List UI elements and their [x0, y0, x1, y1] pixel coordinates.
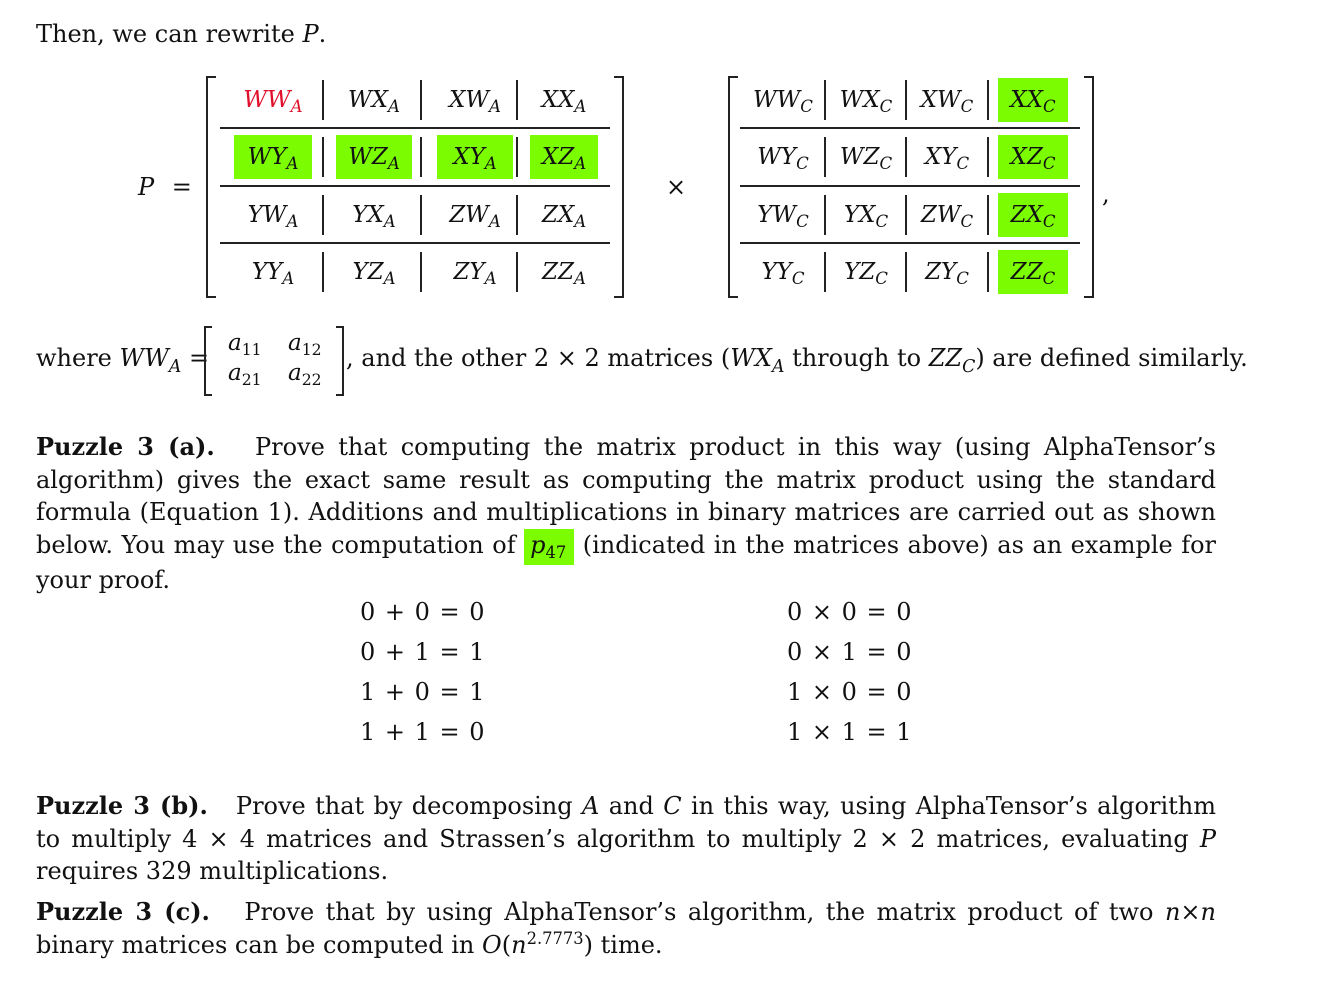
matrix-c-cell: $XW_C$ [920, 87, 974, 117]
matrix-a-bar [420, 80, 422, 120]
multiplication-row: 1 × 0 = 0 [787, 678, 913, 706]
matrix-c-bar [987, 80, 989, 120]
matrix-c-cell: $ZX_C$ [998, 193, 1068, 237]
matrix-a-rule-3 [220, 242, 610, 244]
puzzle-b-var-c: C [663, 792, 682, 820]
matrix-a-cell: $WX_A$ [348, 87, 400, 117]
puzzle-c-n2: n [1200, 898, 1216, 926]
where-to: ZZ [928, 344, 963, 372]
matrix-a-bar [516, 137, 518, 177]
puzzle-c-n1: n [1164, 898, 1181, 926]
matrix-c-bar [824, 80, 826, 120]
matrix-c-cell: $WW_C$ [753, 87, 813, 117]
matrix-a-bar [420, 195, 422, 235]
where-comma: , [346, 344, 354, 372]
matrix-c-rule-1 [740, 127, 1080, 129]
matrix-a-cell: $YZ_A$ [352, 259, 396, 289]
matrix-a-cell: $XY_A$ [437, 135, 513, 179]
matrix-c-cell: $YZ_C$ [844, 259, 888, 289]
puzzle-b-text-3: in this way, using AlphaTensor’s algorithm to multiply 4 × 4 matrices and Strassen’s algorithm to multiply 2 × 2 matrices, evaluating [36, 792, 1216, 853]
matrix-a-cell: $ZW_A$ [449, 202, 501, 232]
matrix-c-bar [987, 195, 989, 235]
matrix-a-cell: $ZZ_A$ [542, 259, 586, 289]
small-matrix-entry: $a_{22}$ [288, 360, 322, 389]
matrix-c-cell: $YX_C$ [843, 202, 889, 232]
matrix-a-bar [322, 252, 324, 292]
matrix-a-cell: $XZ_A$ [530, 135, 598, 179]
puzzle-a-label: Puzzle 3 (a). [36, 432, 215, 461]
matrix-a-bar [322, 137, 324, 177]
matrix-c-bar [905, 252, 907, 292]
addition-row: 0 + 1 = 1 [360, 638, 486, 666]
small-matrix-left-bracket [204, 326, 212, 396]
puzzle-b-label: Puzzle 3 (b). [36, 791, 208, 820]
puzzle-b-text-1: Prove that by decomposing [235, 792, 573, 820]
matrix-c-bar [987, 252, 989, 292]
trailing-comma: , [1102, 180, 1110, 208]
small-matrix-entry: $a_{21}$ [228, 360, 262, 389]
puzzle-b-var-a: A [582, 792, 600, 820]
puzzle-a-text-2: (indicated in the matrices above) as an example for your proof. [36, 530, 1216, 594]
addition-row: 0 + 0 = 0 [360, 598, 486, 626]
where-lhs: WW [119, 344, 169, 372]
p-var: P [138, 173, 155, 201]
intro-prefix: Then, we can rewrite [36, 20, 295, 48]
matrix-c-cell: $ZY_C$ [925, 259, 969, 289]
puzzle-c-text-3: ) time. [583, 930, 663, 959]
puzzle-c-big-o: O [482, 930, 502, 959]
matrix-c-right-bracket [1084, 76, 1094, 298]
matrix-c-rule-2 [740, 185, 1080, 187]
matrix-a-cell: $WW_A$ [243, 87, 303, 117]
puzzle-b-text-4: requires 329 multiplications. [36, 857, 389, 885]
matrix-c-cell: $ZZ_C$ [998, 250, 1068, 294]
puzzle-c-text-1: Prove that by using AlphaTensor’s algorithm, the matrix product of two [244, 898, 1154, 926]
puzzle-a-paragraph [36, 431, 1216, 597]
matrix-a-bar [516, 80, 518, 120]
matrix-c-cell: $WY_C$ [757, 144, 809, 174]
puzzle-c-open: ( [501, 930, 512, 959]
matrix-a-bar [420, 252, 422, 292]
times-sign: × [666, 173, 687, 201]
p-label [138, 173, 192, 201]
where-prefix [36, 344, 210, 377]
puzzle-c-paragraph [36, 896, 1216, 964]
matrix-a-cell: $ZX_A$ [541, 202, 587, 232]
matrix-a-cell: $XX_A$ [541, 87, 587, 117]
where-text-3: ) are defined similarly. [975, 344, 1248, 372]
p47-highlight: $p_{47}$ [524, 529, 574, 565]
where-to-sub: C [962, 356, 976, 377]
matrix-c-cell: $YW_C$ [757, 202, 809, 232]
puzzle-a-text-1: Prove that computing the matrix product in this way (using AlphaTensor’s algorithm) gives the exact same result as computing the matrix product using the standard formula (Equation 1). Additions and multiplications in binary matrices are carried out as shown below. You may use the computation of [36, 433, 1216, 559]
where-word: where [36, 344, 112, 372]
matrix-c-cell: $ZW_C$ [920, 202, 974, 232]
matrix-a-right-bracket [614, 76, 624, 298]
p-eq: = [171, 173, 192, 201]
multiplication-row: 0 × 0 = 0 [787, 598, 913, 626]
intro-suffix: . [318, 20, 327, 48]
matrix-a-bar [322, 80, 324, 120]
addition-row: 1 + 0 = 1 [360, 678, 486, 706]
puzzle-b-var-p: P [1199, 824, 1216, 853]
matrix-c-left-bracket [728, 76, 738, 298]
puzzle-b-text-2: and [608, 792, 654, 820]
puzzle-c-times: × [1180, 898, 1201, 926]
matrix-c-cell: $WX_C$ [839, 87, 893, 117]
matrix-c-bar [987, 137, 989, 177]
where-text-2: through to [792, 344, 922, 372]
matrix-a-cell: $YX_A$ [352, 202, 396, 232]
matrix-a-cell: $YW_A$ [247, 202, 299, 232]
matrix-c-bar [824, 195, 826, 235]
matrix-a-cell: $WY_A$ [234, 135, 312, 179]
matrix-a-cell: $WZ_A$ [336, 135, 412, 179]
puzzle-c-label: Puzzle 3 (c). [36, 897, 210, 926]
matrix-a-cell: $XW_A$ [449, 87, 501, 117]
matrix-c-rule-3 [740, 242, 1080, 244]
matrix-c-bar [905, 80, 907, 120]
matrix-a-bar [420, 137, 422, 177]
puzzle-c-text-2: binary matrices can be computed in [36, 930, 475, 959]
where-from-sub: A [771, 356, 785, 377]
small-matrix-right-bracket [336, 326, 344, 396]
matrix-c-cell: $YY_C$ [761, 259, 805, 289]
matrix-c-cell: $XX_C$ [998, 78, 1068, 122]
matrix-a-rule-2 [220, 185, 610, 187]
addition-row: 1 + 1 = 0 [360, 718, 486, 746]
puzzle-c-n3: n [511, 930, 527, 959]
matrix-a-cell: $YY_A$ [251, 259, 295, 289]
matrix-c-bar [905, 137, 907, 177]
where-lhs-sub: A [168, 356, 182, 377]
multiplication-row: 1 × 1 = 1 [787, 718, 913, 746]
matrix-c-cell: $XZ_C$ [998, 135, 1068, 179]
multiplication-row: 0 × 1 = 0 [787, 638, 913, 666]
puzzle-b-paragraph [36, 790, 1216, 888]
where-from: WX [730, 344, 772, 372]
matrix-a-bar [516, 195, 518, 235]
matrix-a-left-bracket [206, 76, 216, 298]
small-matrix-entry: $a_{11}$ [228, 330, 262, 359]
intro-var: P [302, 20, 319, 48]
matrix-c-cell: $WZ_C$ [839, 144, 893, 174]
intro-line [36, 20, 326, 48]
where-eq: = [188, 344, 210, 372]
matrix-a-bar [322, 195, 324, 235]
matrix-a-cell: $ZY_A$ [453, 259, 497, 289]
puzzle-c-exponent: 2.7773 [526, 928, 584, 948]
matrix-c-bar [824, 137, 826, 177]
matrix-c-cell: $XY_C$ [924, 144, 970, 174]
where-continuation [346, 344, 1248, 377]
small-matrix-entry: $a_{12}$ [288, 330, 322, 359]
matrix-a-bar [516, 252, 518, 292]
matrix-c-bar [824, 252, 826, 292]
matrix-a-rule-1 [220, 127, 610, 129]
matrix-c-bar [905, 195, 907, 235]
where-text-1: and the other 2 × 2 matrices ( [361, 344, 731, 372]
